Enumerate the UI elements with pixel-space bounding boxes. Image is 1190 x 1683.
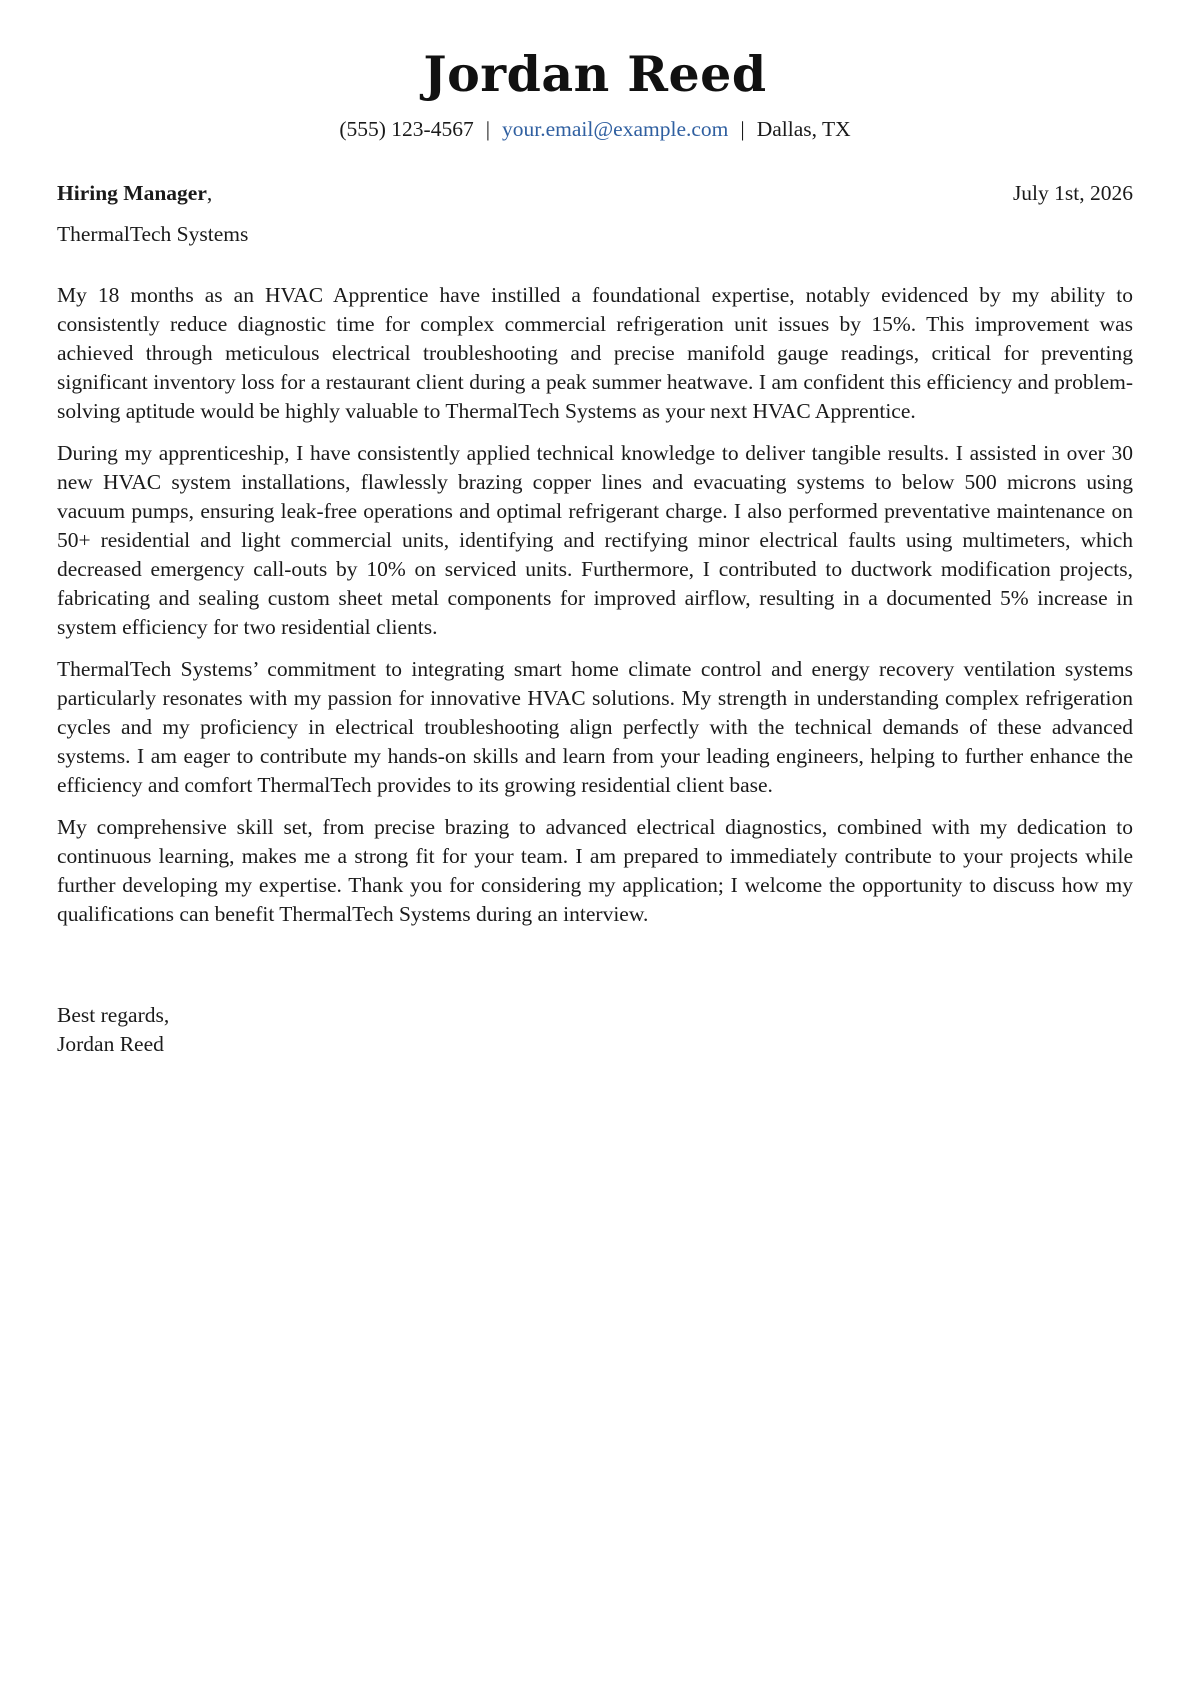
closing-signature: Jordan Reed [57, 1032, 164, 1056]
closing-salutation: Best regards, [57, 1003, 170, 1027]
recipient-line [57, 179, 212, 207]
letter-date: July 1st, 2026 [1012, 181, 1133, 205]
letter-body [57, 281, 1133, 942]
recipient-title: Hiring Manager [57, 181, 207, 205]
location: Dallas, TX [756, 117, 851, 141]
body-paragraph: My 18 months as an HVAC Apprentice have instilled a foundational expertise, notably evidenced by my ability to consistently reduce diagnostic time for complex commercial refrigeration unit issues by 15%. This improvement was achieved through meticulous electrical troubleshooting and precise manifold gauge readings, critical for preventing significant inventory loss for a restaurant client during a peak summer heatwave. I am confident this efficiency and problem-solving aptitude would be highly valuable to ThermalTech Systems as your next HVAC Apprentice. [57, 283, 1133, 423]
applicant-name: Jordan Reed [423, 45, 767, 103]
recipient-date-row [57, 179, 1133, 207]
recipient-punct: , [206, 181, 213, 205]
phone-number: (555) 123-4567 [339, 117, 474, 141]
email-link[interactable]: your.email@example.com [502, 117, 729, 141]
recipient-company: ThermalTech Systems [57, 222, 249, 246]
body-paragraph: During my apprenticeship, I have consistently applied technical knowledge to deliver tangible results. I assisted in over 30 new HVAC system installations, flawlessly brazing copper lines and evacuating systems to below 500 microns using vacuum pumps, ensuring leak-free operations and optimal refrigerant charge. I also performed preventative maintenance on 50+ residential and light commercial units, identifying and rectifying minor electrical faults using multimeters, which decreased emergency call-outs by 10% on serviced units. Furthermore, I contributed to ductwork modification projects, fabricating and sealing custom sheet metal components for improved airflow, resulting in a documented 5% increase in system efficiency for two residential clients. [57, 441, 1133, 639]
contact-line [57, 115, 1133, 143]
contact-separator: | [485, 117, 491, 141]
contact-separator: | [740, 117, 745, 141]
body-paragraph: My comprehensive skill set, from precise brazing to advanced electrical diagnostics, combined with my dedication to continuous learning, makes me a strong fit for your team. I am prepared to immediately contribute to your projects while further developing my expertise. Thank you for considering my application; I welcome the opportunity to discuss how my qualifications can benefit ThermalTech Systems during an interview. [57, 815, 1133, 926]
letter-closing [57, 1001, 169, 1059]
body-paragraph: ThermalTech Systems’ commitment to integrating smart home climate control and energy recovery ventilation systems particularly resonates with my passion for innovative HVAC solutions. My strength in understanding complex refrigeration cycles and my proficiency in electrical troubleshooting align perfectly with the technical demands of these advanced systems. I am eager to contribute my hands-on skills and learn from your leading engineers, helping to further enhance the efficiency and comfort ThermalTech provides to its growing residential client base. [57, 657, 1133, 797]
